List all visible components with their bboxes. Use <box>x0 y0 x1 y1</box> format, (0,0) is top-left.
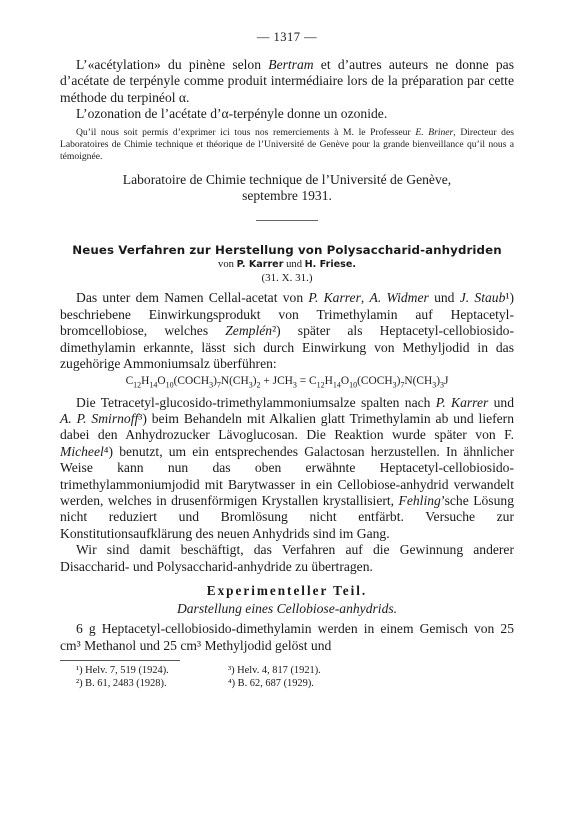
section-heading-experimental: Experimenteller Teil. <box>206 583 368 599</box>
byline-und: und <box>286 259 302 271</box>
paragraph-reaction: Die Tetracetyl-glucosido-trimethylammoniumsalze spalten nach P. Karrer und A. P. Smirnoff³) beim Behandeln mit Alkalien glatt Trimethylamin ab und liefern dabei den Anhydrozucker Lävoglucosan. Die Reaktion wurde später von F. Micheel⁴) benutzt, um ein entsprechendes Galactosan herzustellen. In ähnlicher Weise kann nun das oben erwähnte Heptacetyl-cellobiosido-trimethylammoniumjodid mit Barytwasser in ein Cellobiose-anhydrid verwandelt werden, welches in drusenförmigen Krystallen krystallisiert, Fehling’sche Lösung nicht reduziert und Bromlösung nicht entfärbt. Versuche zur Konstitutionsaufklärung des neuen Anhydrids sind im Gang. <box>60 394 515 541</box>
footnotes <box>60 664 514 690</box>
article-title: Neues Verfahren zur Herstellung von Polysaccharid-anhydriden <box>72 243 502 258</box>
footnote-divider <box>60 660 180 661</box>
reaction-formula: $C_{12}H_{14}O_{10}(COCH_3)_7N(CH_3)_2 + JCH_3$ = $C_{12}H_{14}O_{10}(COCH_3)_7N(CH_3)_3J$ <box>125 375 449 390</box>
affiliation-line-2: septembre 1931. <box>242 187 332 203</box>
byline-von: von <box>218 259 234 271</box>
page-number: — 1317 — <box>256 30 318 44</box>
paragraph-outlook: Wir sind damit beschäftigt, das Verfahren auf die Gewinnung anderer Disaccharid- und Polysaccharid-anhydride zu übertragen. <box>60 542 514 574</box>
footnote-2: ²) B. 61, 2483 (1928). <box>76 677 167 689</box>
paragraph-ozonation: L’ozonation de l’acétate d’α-terpényle donne un ozonide. <box>76 106 388 122</box>
subsection-heading: Darstellung eines Cellobiose-anhydrids. <box>176 601 398 617</box>
affiliation <box>60 172 514 205</box>
footnote-3: ³) Helv. 4, 817 (1921). <box>228 664 321 676</box>
paragraph-intro: Das unter dem Namen Cellal-acetat von P. Karrer, A. Widmer und J. Staub¹) beschriebene Einwirkungsprodukt von Trimethylamin auf Heptacetyl-bromcellobiose, welches Zemplén²) später als Heptacetyl-cellobiosido-dimethylamin erkannte, lässt sich durch Einwirkung von Methyljodid in das zugehörige Ammoniumsalz überführen: <box>60 290 515 371</box>
paragraph-acetylation: L’«acétylation» du pinène selon Bertram et d’autres auteurs ne donne pas d’acétate de terpényle comme produit intermédiaire lors de la préparation par cette méthode du terpinéol α. <box>60 57 514 105</box>
footnote-1: ¹) Helv. 7, 519 (1924). <box>76 664 169 676</box>
journal-page <box>60 30 514 690</box>
byline <box>60 259 514 270</box>
author-karrer: P. Karrer <box>236 259 284 271</box>
acknowledgement-note: Qu’il nous soit permis d’exprimer ici tous nos remerciements à M. le Professeur E. Briner, Directeur des Laboratoires de Chimie technique et théorique de l’Université de Genève pour la grande bienveillance qu’il nous a témoignée. <box>60 126 514 163</box>
paragraph-procedure: 6 g Heptacetyl-cellobiosido-dimethylamin werden in einem Gemisch von 25 cm³ Methanol und 25 cm³ Methyljodid gelöst und <box>60 621 514 653</box>
affiliation-line-1: Laboratoire de Chimie technique de l’Université de Genève, <box>122 171 452 187</box>
article-date: (31. X. 31.) <box>261 272 313 285</box>
author-friese: H. Friese. <box>304 259 356 271</box>
footnote-4: ⁴) B. 62, 687 (1929). <box>228 677 314 689</box>
section-divider <box>256 220 318 221</box>
